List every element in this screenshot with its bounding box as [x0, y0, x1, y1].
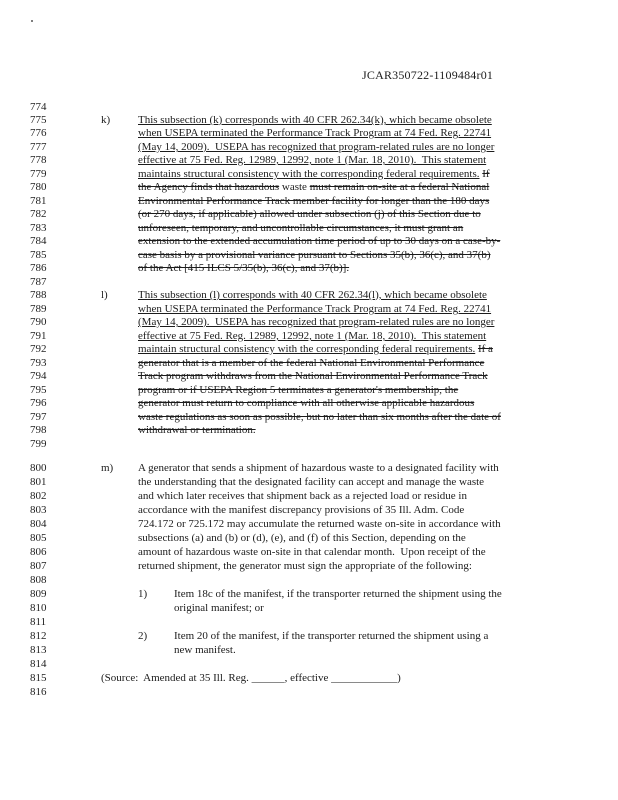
deleted-text: generator must return to compliance with all otherwise applicable hazardous	[138, 397, 475, 409]
line-number: 774	[30, 101, 47, 113]
deleted-text: extension to the extended accumulation time period of up to 30 days on a case-by-	[138, 235, 501, 247]
line-number: 784	[30, 235, 47, 247]
deleted-text: of the Act [415 ILCS 5/35(b), 36(c), and 37(b)].	[138, 262, 350, 274]
text-line	[138, 181, 489, 193]
line-number: 797	[30, 411, 47, 423]
deleted-text: generator that is a member of the federal National Environmental Performance	[138, 357, 485, 369]
inserted-text: maintains structural consistency with the corresponding federal requirements.	[138, 168, 480, 180]
text-line: the understanding that the designated facility can accept and manage the waste	[138, 476, 485, 488]
line-number: 789	[30, 303, 47, 315]
line-number: 788	[30, 289, 47, 301]
line-number: 809	[30, 588, 47, 600]
text-line: subsections (a) and (b) or (d), (e), and (f) of this Section, depending on the	[138, 532, 466, 544]
deleted-text: Track program withdraws from the National Environmental Performance Track	[138, 370, 488, 382]
line-number: 795	[30, 384, 47, 396]
text-line: Item 18c of the manifest, if the transporter returned the shipment using the	[174, 588, 502, 600]
deleted-text: program or if USEPA Region 5 terminates a generator's membership, the	[138, 384, 459, 396]
line-number: 807	[30, 560, 47, 572]
inserted-text: when USEPA terminated the Performance Track Program at 74 Fed. Reg. 22741	[138, 127, 492, 139]
source-note: (Source: Amended at 35 Ill. Reg. ______, effective ____________)	[101, 672, 401, 684]
document-id: JCAR350722-1109484r01	[362, 68, 494, 82]
line-number: 787	[30, 276, 47, 288]
line-number: 815	[30, 672, 47, 684]
text-line	[138, 195, 489, 207]
text-line	[138, 114, 492, 126]
text-line	[138, 357, 484, 369]
line-number: 798	[30, 424, 47, 436]
text-line	[138, 235, 500, 247]
inserted-text: (May 14, 2009). USEPA has recognized that program-related rules are no longer	[138, 141, 495, 153]
text-line	[138, 141, 494, 153]
text-line	[138, 168, 490, 180]
line-number: 810	[30, 602, 47, 614]
text-line: Item 20 of the manifest, if the transporter returned the shipment using a	[174, 630, 489, 642]
line-number: 782	[30, 208, 47, 220]
line-number: 813	[30, 644, 47, 656]
inserted-text: effective at 75 Fed. Reg. 12989, 12992, note 1 (Mar. 18, 2010). This statement	[138, 330, 487, 342]
deleted-text: withdrawal or termination.	[138, 424, 256, 436]
section-marker: k)	[101, 114, 111, 126]
text-line	[138, 262, 349, 274]
text-line	[138, 289, 487, 301]
text-line	[138, 316, 494, 328]
line-number: 786	[30, 262, 47, 274]
item-marker: 2)	[138, 630, 148, 642]
text-line	[138, 424, 256, 436]
text-line	[138, 222, 463, 234]
line-number: 814	[30, 658, 47, 670]
line-number: 793	[30, 357, 47, 369]
line-number: 775	[30, 114, 47, 126]
line-number: 800	[30, 462, 47, 474]
line-number: 781	[30, 195, 47, 207]
text-line: A generator that sends a shipment of hazardous waste to a designated facility with	[138, 462, 499, 474]
text-line: original manifest; or	[174, 602, 264, 614]
line-number: 812	[30, 630, 47, 642]
inserted-text: (May 14, 2009). USEPA has recognized that program-related rules are no longer	[138, 316, 495, 328]
section-marker: m)	[101, 462, 114, 474]
inserted-text: effective at 75 Fed. Reg. 12989, 12992, note 1 (Mar. 18, 2010). This statement	[138, 154, 487, 166]
line-number: 783	[30, 222, 47, 234]
line-number: 776	[30, 127, 47, 139]
text-line	[138, 330, 486, 342]
text-line	[138, 384, 458, 396]
scan-speck	[31, 20, 33, 22]
line-number: 778	[30, 154, 47, 166]
line-number: 816	[30, 686, 47, 698]
text-line	[138, 397, 474, 409]
text-line	[138, 303, 491, 315]
line-number: 811	[30, 616, 47, 628]
inserted-text: This subsection (k) corresponds with 40 CFR 262.34(k), which became obsolete	[138, 114, 492, 126]
text-line: new manifest.	[174, 644, 236, 656]
line-number: 805	[30, 532, 47, 544]
text-line: and which later receives that shipment back as a rejected load or residue in	[138, 490, 467, 502]
line-number: 777	[30, 141, 47, 153]
line-number: 803	[30, 504, 47, 516]
deleted-text: If	[482, 168, 490, 180]
line-number: 802	[30, 490, 47, 502]
deleted-text: Environmental Performance Track member facility for longer than the 180 days	[138, 195, 490, 207]
line-number: 804	[30, 518, 47, 530]
line-number: 808	[30, 574, 47, 586]
line-number: 801	[30, 476, 47, 488]
inserted-text: maintain structural consistency with the corresponding federal requirements.	[138, 343, 476, 355]
text-line: 724.172 or 725.172 may accumulate the returned waste on-site in accordance with	[138, 518, 501, 530]
line-number: 785	[30, 249, 47, 261]
line-number: 796	[30, 397, 47, 409]
deleted-text: unforeseen, temporary, and uncontrollable circumstances, it must grant an	[138, 222, 464, 234]
text-line: returned shipment, the generator must sign the appropriate of the following:	[138, 560, 472, 572]
deleted-text: (or 270 days, if applicable) allowed under subsection (j) of this Section due to	[138, 208, 481, 220]
inserted-text: when USEPA terminated the Performance Track Program at 74 Fed. Reg. 22741	[138, 303, 492, 315]
inserted-text: This subsection (l) corresponds with 40 CFR 262.34(l), which became obsolete	[138, 289, 487, 301]
text-line	[138, 411, 501, 423]
line-number: 791	[30, 330, 47, 342]
deleted-text: If a	[477, 343, 493, 355]
text-line	[138, 249, 491, 261]
deleted-text: must remain on-site at a federal National	[309, 181, 490, 193]
text-line: accordance with the manifest discrepancy provisions of 35 Ill. Adm. Code	[138, 504, 465, 516]
section-marker: l)	[101, 289, 108, 301]
deleted-text: case basis by a provisional variance pursuant to Sections 35(b), 36(c), and 37(b)	[138, 249, 491, 261]
text-line: amount of hazardous waste on-site in that calendar month. Upon receipt of the	[138, 546, 486, 558]
line-number: 780	[30, 181, 47, 193]
text-line	[138, 127, 491, 139]
text-line	[138, 370, 488, 382]
line-number: 794	[30, 370, 47, 382]
text-line	[138, 343, 493, 355]
line-number: 806	[30, 546, 47, 558]
text-line	[138, 208, 481, 220]
text-line	[138, 154, 486, 166]
item-marker: 1)	[138, 588, 148, 600]
line-number: 799	[30, 438, 47, 450]
plain-text: waste	[279, 181, 310, 193]
line-number: 792	[30, 343, 47, 355]
deleted-text: the Agency finds that hazardous	[138, 181, 280, 193]
line-number: 790	[30, 316, 47, 328]
line-number: 779	[30, 168, 47, 180]
deleted-text: waste regulations as soon as possible, but no later than six months after the date of	[138, 411, 501, 423]
